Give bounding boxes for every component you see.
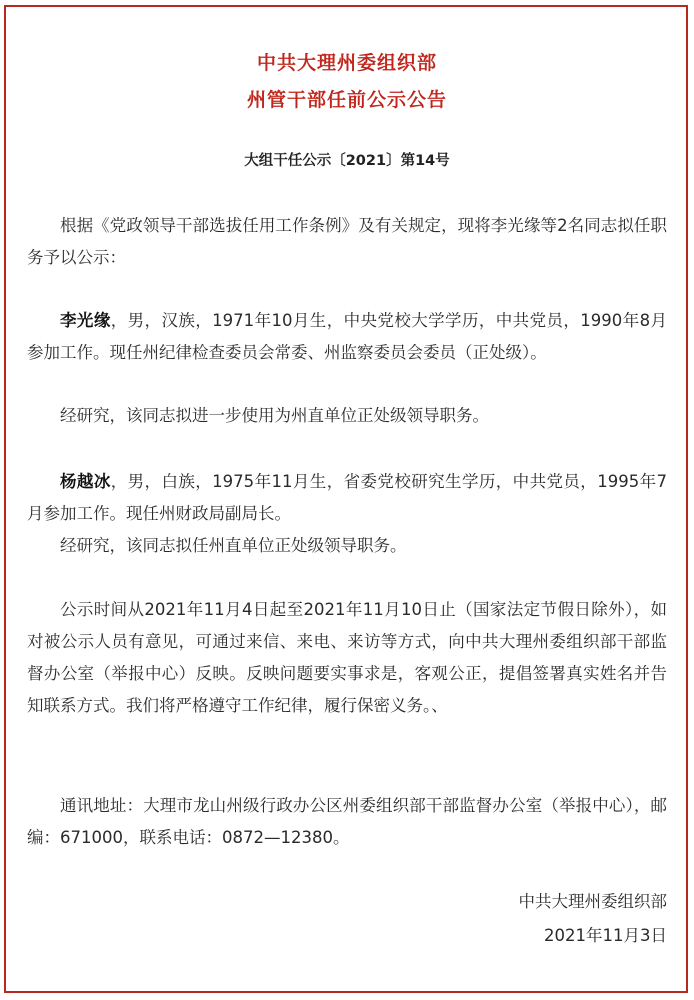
issue-date: 2021年11月3日 [544, 926, 667, 945]
candidate-1-proposal: 经研究，该同志拟进一步使用为州直单位正处级领导职务。 [60, 406, 489, 425]
candidate-1-name: 李光缘 [60, 311, 111, 330]
issuer-signature: 中共大理州委组织部 [518, 892, 667, 911]
candidate-2-name: 杨越冰 [60, 472, 111, 491]
page-subtitle: 州管干部任前公示公告 [246, 89, 447, 111]
candidate-1-details: ，男，汉族，1971年10月生，中央党校大学学历，中共党员，1990年8月参加工作。现任州纪律检查委员会常委、州监察委员会委员（正处级）。 [27, 311, 668, 362]
candidate-2-details: ，男，白族，1975年11月生，省委党校研究生学历，中共党员，1995年7月参加工作。现任州财政局副局长。 [27, 472, 668, 523]
notice-paragraph: 公示时间从2021年11月4日起至2021年11月10日止（国家法定节假日除外），如对被公示人员有意见，可通过来信、来电、来访等方式，向中共大理州委组织部干部监督办公室（举报中心）反映。反映问题要实事求是，客观公正，提倡签署真实姓名并告知联系方式。我们将严格遵守工作纪律，履行保密义务。、 [27, 600, 667, 715]
candidate-2-bio [27, 466, 667, 530]
candidate-2-proposal: 经研究，该同志拟任州直单位正处级领导职务。 [60, 536, 407, 555]
candidate-1-bio [27, 305, 667, 369]
contact-paragraph: 通讯地址：大理市龙山州级行政办公区州委组织部干部监督办公室（举报中心），邮编：671000，联系电话：0872—12380。 [27, 796, 667, 847]
intro-paragraph: 根据《党政领导干部选拔任用工作条例》及有关规定，现将李光缘等2名同志拟任职务予以公示： [27, 216, 667, 267]
document-number: 大组干任公示〔2021〕第14号 [244, 153, 450, 169]
page-title: 中共大理州委组织部 [256, 52, 437, 74]
